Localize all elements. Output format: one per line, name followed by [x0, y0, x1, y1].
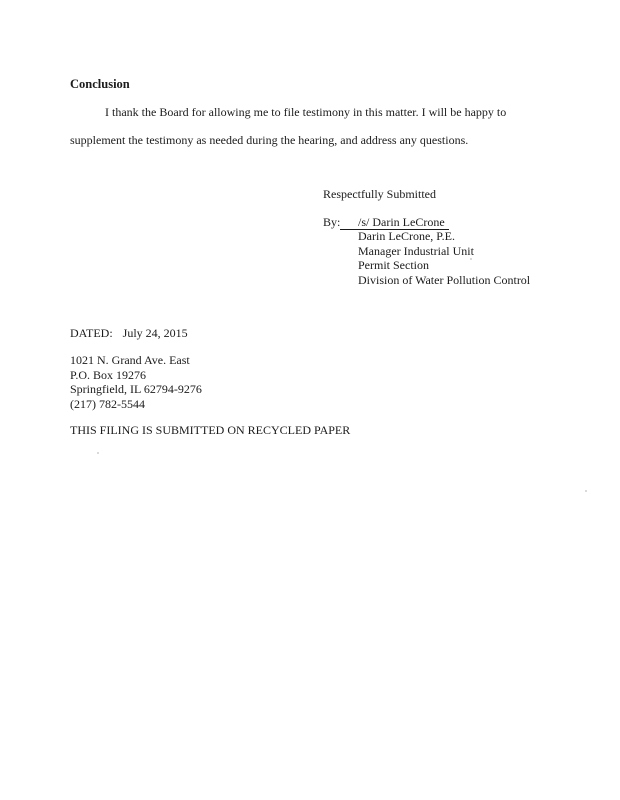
address-city: Springfield, IL 62794-9276 — [70, 382, 202, 396]
address-po-box: P.O. Box 19276 — [70, 367, 147, 382]
paragraph-line-1: I thank the Board for allowing me to file testimony in this matter. I will be happy to — [105, 105, 507, 119]
electronic-signature: /s/ Darin LeCrone — [340, 216, 449, 230]
signer-name: Darin LeCrone, P.E. — [358, 229, 455, 243]
address-street: 1021 N. Grand Ave. East — [70, 353, 190, 367]
scan-speck — [470, 258, 472, 260]
signer-section: Permit Section — [358, 258, 429, 272]
signer-title: Manager Industrial Unit — [358, 243, 474, 258]
dated-label: DATED: — [70, 326, 113, 340]
scan-speck — [585, 490, 587, 492]
dated-value: July 24, 2015 — [122, 326, 188, 340]
address-block — [70, 353, 202, 411]
dated-line — [70, 326, 188, 341]
scan-speck — [97, 452, 99, 454]
recycled-paper-note: THIS FILING IS SUBMITTED ON RECYCLED PAPER — [70, 423, 351, 437]
signature-block — [358, 229, 530, 287]
closing-line: Respectfully Submitted — [323, 187, 436, 201]
signer-division: Division of Water Pollution Control — [358, 272, 531, 287]
by-label: By: — [323, 215, 341, 229]
address-phone: (217) 782-5544 — [70, 396, 145, 411]
signature-row — [323, 215, 449, 230]
paragraph-line-2: supplement the testimony as needed during the hearing, and address any questions. — [70, 133, 469, 147]
section-heading: Conclusion — [70, 77, 130, 91]
